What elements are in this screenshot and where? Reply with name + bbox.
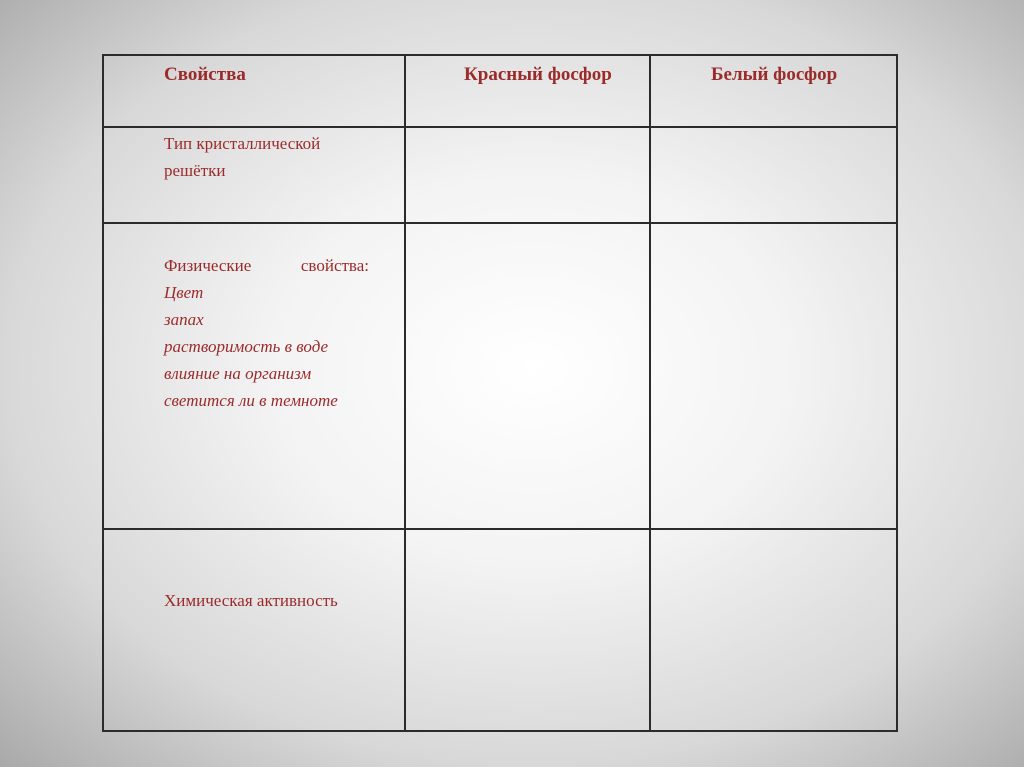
lattice-red-value	[406, 128, 666, 130]
comparison-table	[102, 54, 898, 732]
cell-lattice-red	[405, 127, 650, 223]
table-header-row	[103, 55, 897, 127]
chemical-white-value	[651, 530, 896, 587]
chemical-property-text: Химическая активность	[164, 591, 338, 610]
physical-white-value	[651, 224, 896, 252]
physical-item-toxicity: влияние на организм	[164, 364, 312, 383]
cell-lattice-property	[103, 127, 405, 223]
chemical-red-value	[406, 530, 649, 587]
table-row-chemical	[103, 529, 897, 731]
lattice-white-value	[651, 128, 911, 130]
header-properties-label: Свойства	[164, 64, 246, 85]
physical-item-color: Цвет	[164, 283, 204, 302]
physical-item-smell: запах	[164, 310, 204, 329]
cell-physical-property	[103, 223, 405, 529]
physical-item-solubility: растворимость в воде	[164, 337, 329, 356]
header-red-phosphorus	[405, 55, 650, 127]
cell-chemical-red	[405, 529, 650, 731]
header-red-phosphorus-label: Красный фосфор	[464, 64, 612, 85]
table-row-lattice	[103, 127, 897, 223]
header-white-phosphorus-label: Белый фосфор	[711, 64, 838, 85]
physical-red-value	[406, 224, 649, 252]
header-properties	[103, 55, 405, 127]
cell-physical-red	[405, 223, 650, 529]
header-white-phosphorus	[650, 55, 897, 127]
physical-item-glow: светится ли в темноте	[164, 391, 338, 410]
cell-chemical-white	[650, 529, 897, 731]
table-row-physical	[103, 223, 897, 529]
cell-lattice-white	[650, 127, 897, 223]
lattice-property-text: Тип кристаллической решётки	[164, 134, 321, 180]
cell-chemical-property	[103, 529, 405, 731]
physical-properties-heading: Физические свойства:	[164, 256, 369, 275]
cell-physical-white	[650, 223, 897, 529]
